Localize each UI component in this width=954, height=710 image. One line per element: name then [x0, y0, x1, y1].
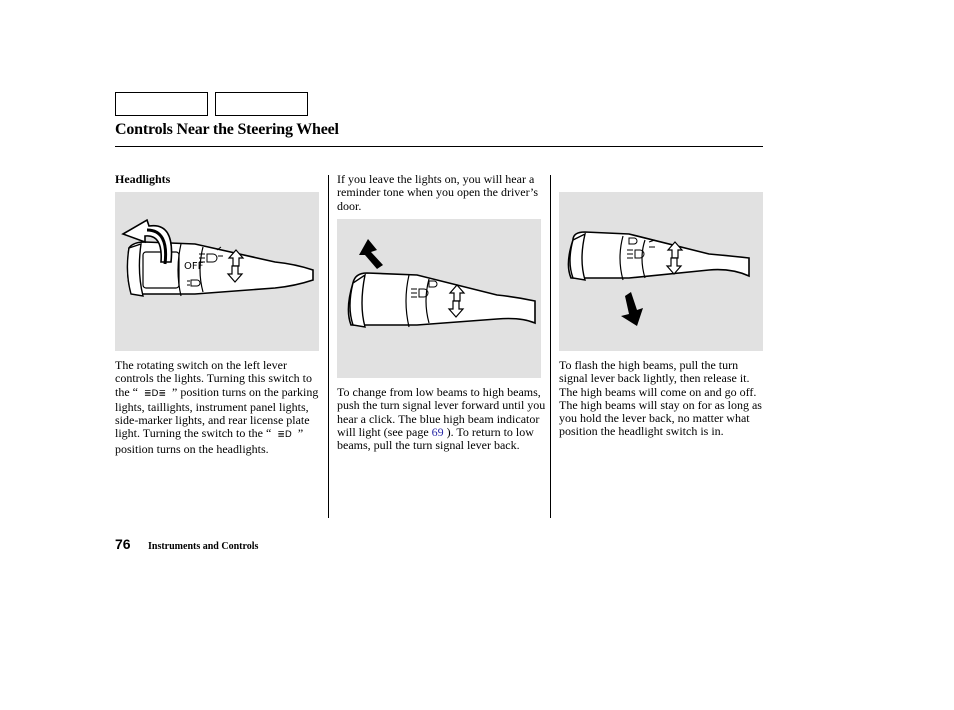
flash-high-beams-text: To flash the high beams, pull the turn signal lever back lightly, then release it. The high beams will come on and go off. The high beams will stay on for as long as you hold the lever back, no matter what position the headlight switch is in.: [559, 358, 762, 439]
section-heading-headlights: Headlights: [115, 172, 171, 186]
figure-pull-lever: [559, 192, 763, 351]
column-divider-2: [550, 175, 551, 518]
headlight-switch-description: [115, 359, 320, 456]
parking-light-icon: ≣D≣: [144, 388, 167, 399]
off-position-label: OFF: [184, 261, 204, 272]
description-text-2: ” position turns on the parking lights, taillights, instrument panel lights, side-marker lights, and rear license plate light. Turning the switch to the “: [115, 384, 319, 441]
high-beam-text-1: To change from low beams to high beams, push the turn signal lever forward until you hear a click. The blue high beam indicator will light (see page: [337, 385, 546, 439]
header-tab-1: [115, 92, 208, 116]
reminder-tone-text: If you leave the lights on, you will hear a reminder tone when you open the driver’s door.: [337, 172, 539, 213]
figure-headlight-switch: [115, 192, 319, 351]
headlight-icon: ≣D: [277, 430, 292, 441]
header-tab-2: [215, 92, 308, 116]
title-rule: [115, 146, 763, 147]
section-name: Instruments and Controls: [148, 541, 259, 552]
column-divider-1: [328, 175, 329, 518]
arrow-down-icon: [621, 292, 643, 326]
arrow-up-icon: [359, 239, 383, 269]
page-title: Controls Near the Steering Wheel: [115, 121, 339, 138]
high-beam-description: [337, 386, 547, 452]
figure-push-lever: [337, 219, 541, 378]
page-number: 76: [115, 536, 131, 552]
high-beam-text-2: ). To return to low beams, pull the turn signal lever back.: [337, 424, 534, 453]
page-69-link[interactable]: 69: [431, 424, 444, 439]
description-text-1: The rotating switch on the left lever controls the lights. Turning this switch to the “: [115, 358, 313, 399]
description-text-3: ” position turns on the headlights.: [115, 426, 304, 456]
